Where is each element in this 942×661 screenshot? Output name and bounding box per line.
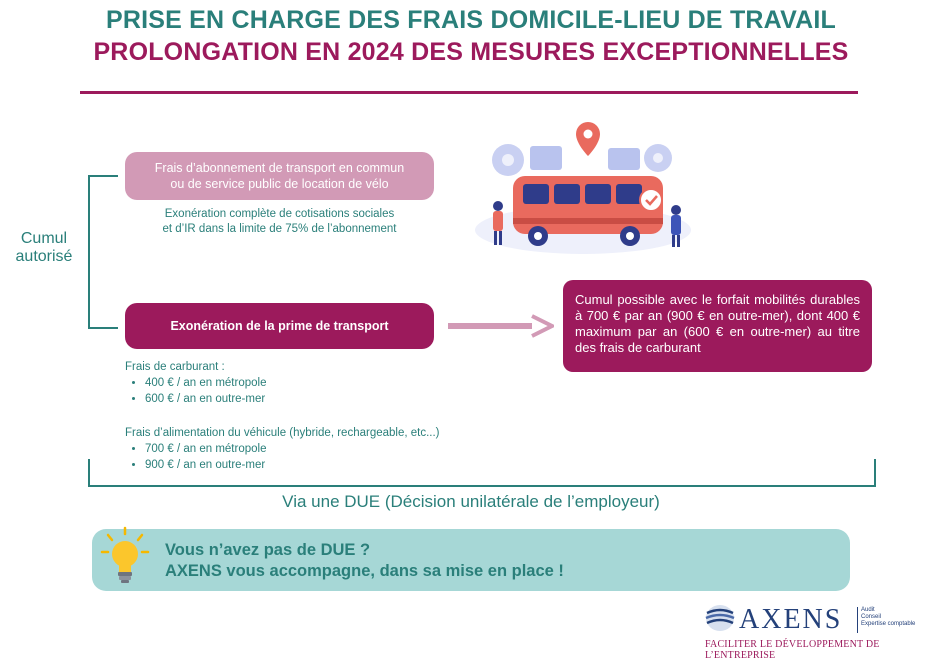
cumul-bracket (88, 175, 118, 329)
cumul-label-line1: Cumul (20, 230, 68, 247)
axens-logo-mark (704, 603, 736, 633)
transport-pass-description (125, 207, 434, 237)
cta-text-line1: Vous n’avez pas de DUE ? (165, 541, 371, 559)
vehicle-fees-label: Frais d’alimentation du véhicule (hybride, rechargeable, etc...) (125, 427, 440, 439)
axens-logo-text: AXENS (739, 604, 843, 635)
list-item: • 700 € / an en métropole (145, 441, 440, 457)
cta-text-line2: AXENS vous accompagne, dans sa mise en place ! (165, 562, 564, 580)
location-pin-icon (576, 122, 600, 156)
fuel-fees (125, 359, 266, 407)
bus-illustration (468, 118, 698, 258)
list-item: • 900 € / an en outre-mer (145, 457, 440, 473)
lightbulb-icon (100, 526, 150, 586)
due-caption: Via une DUE (Décision unilatérale de l’employeur) (282, 492, 660, 511)
person-figure (493, 201, 503, 211)
logo-service-conseil: Conseil (861, 614, 882, 620)
logo-divider (857, 607, 858, 633)
list-item: • 400 € / an en métropole (145, 375, 266, 391)
title-divider (80, 91, 858, 94)
transport-pass-pill (125, 152, 434, 200)
cumul-info-box: Cumul possible avec le forfait mobilités durables à 700 € par an (900 € en outre-mer), dont 400 € maximum par an (600 € en outre-mer) au titre des frais de carburant (563, 280, 872, 372)
transport-bonus-pill: Exonération de la prime de transport (125, 303, 434, 349)
transport-pass-title-line2: ou de service public de location de vélo (170, 177, 389, 191)
due-bracket (88, 459, 876, 487)
cumul-label-line2: autorisé (15, 248, 73, 265)
transport-pass-desc-line2: et d’IR dans la limite de 75% de l’abonnement (162, 223, 397, 235)
logo-service-expertise: Expertise comptable (861, 621, 916, 627)
check-icon (640, 189, 662, 211)
transport-pass-title-line1: Frais d’abonnement de transport en commun (154, 161, 405, 175)
cta-text (165, 540, 564, 582)
arrow-right-icon (448, 314, 554, 338)
list-item: • 600 € / an en outre-mer (145, 391, 266, 407)
page-subtitle: PROLONGATION EN 2024 DES MESURES EXCEPTIONNELLES (93, 38, 849, 66)
cumul-label (8, 230, 80, 266)
page-title: PRISE EN CHARGE DES FRAIS DOMICILE-LIEU DE TRAVAIL (106, 6, 836, 34)
logo-tagline: FACILITER LE DÉVELOPPEMENT DE L’ENTREPRISE (705, 639, 880, 661)
transport-pass-desc-line1: Exonération complète de cotisations sociales (164, 208, 395, 220)
person-figure (671, 205, 681, 215)
logo-service-audit: Audit (861, 607, 875, 613)
fuel-fees-label: Frais de carburant : (125, 361, 225, 373)
logo-services (861, 607, 915, 628)
